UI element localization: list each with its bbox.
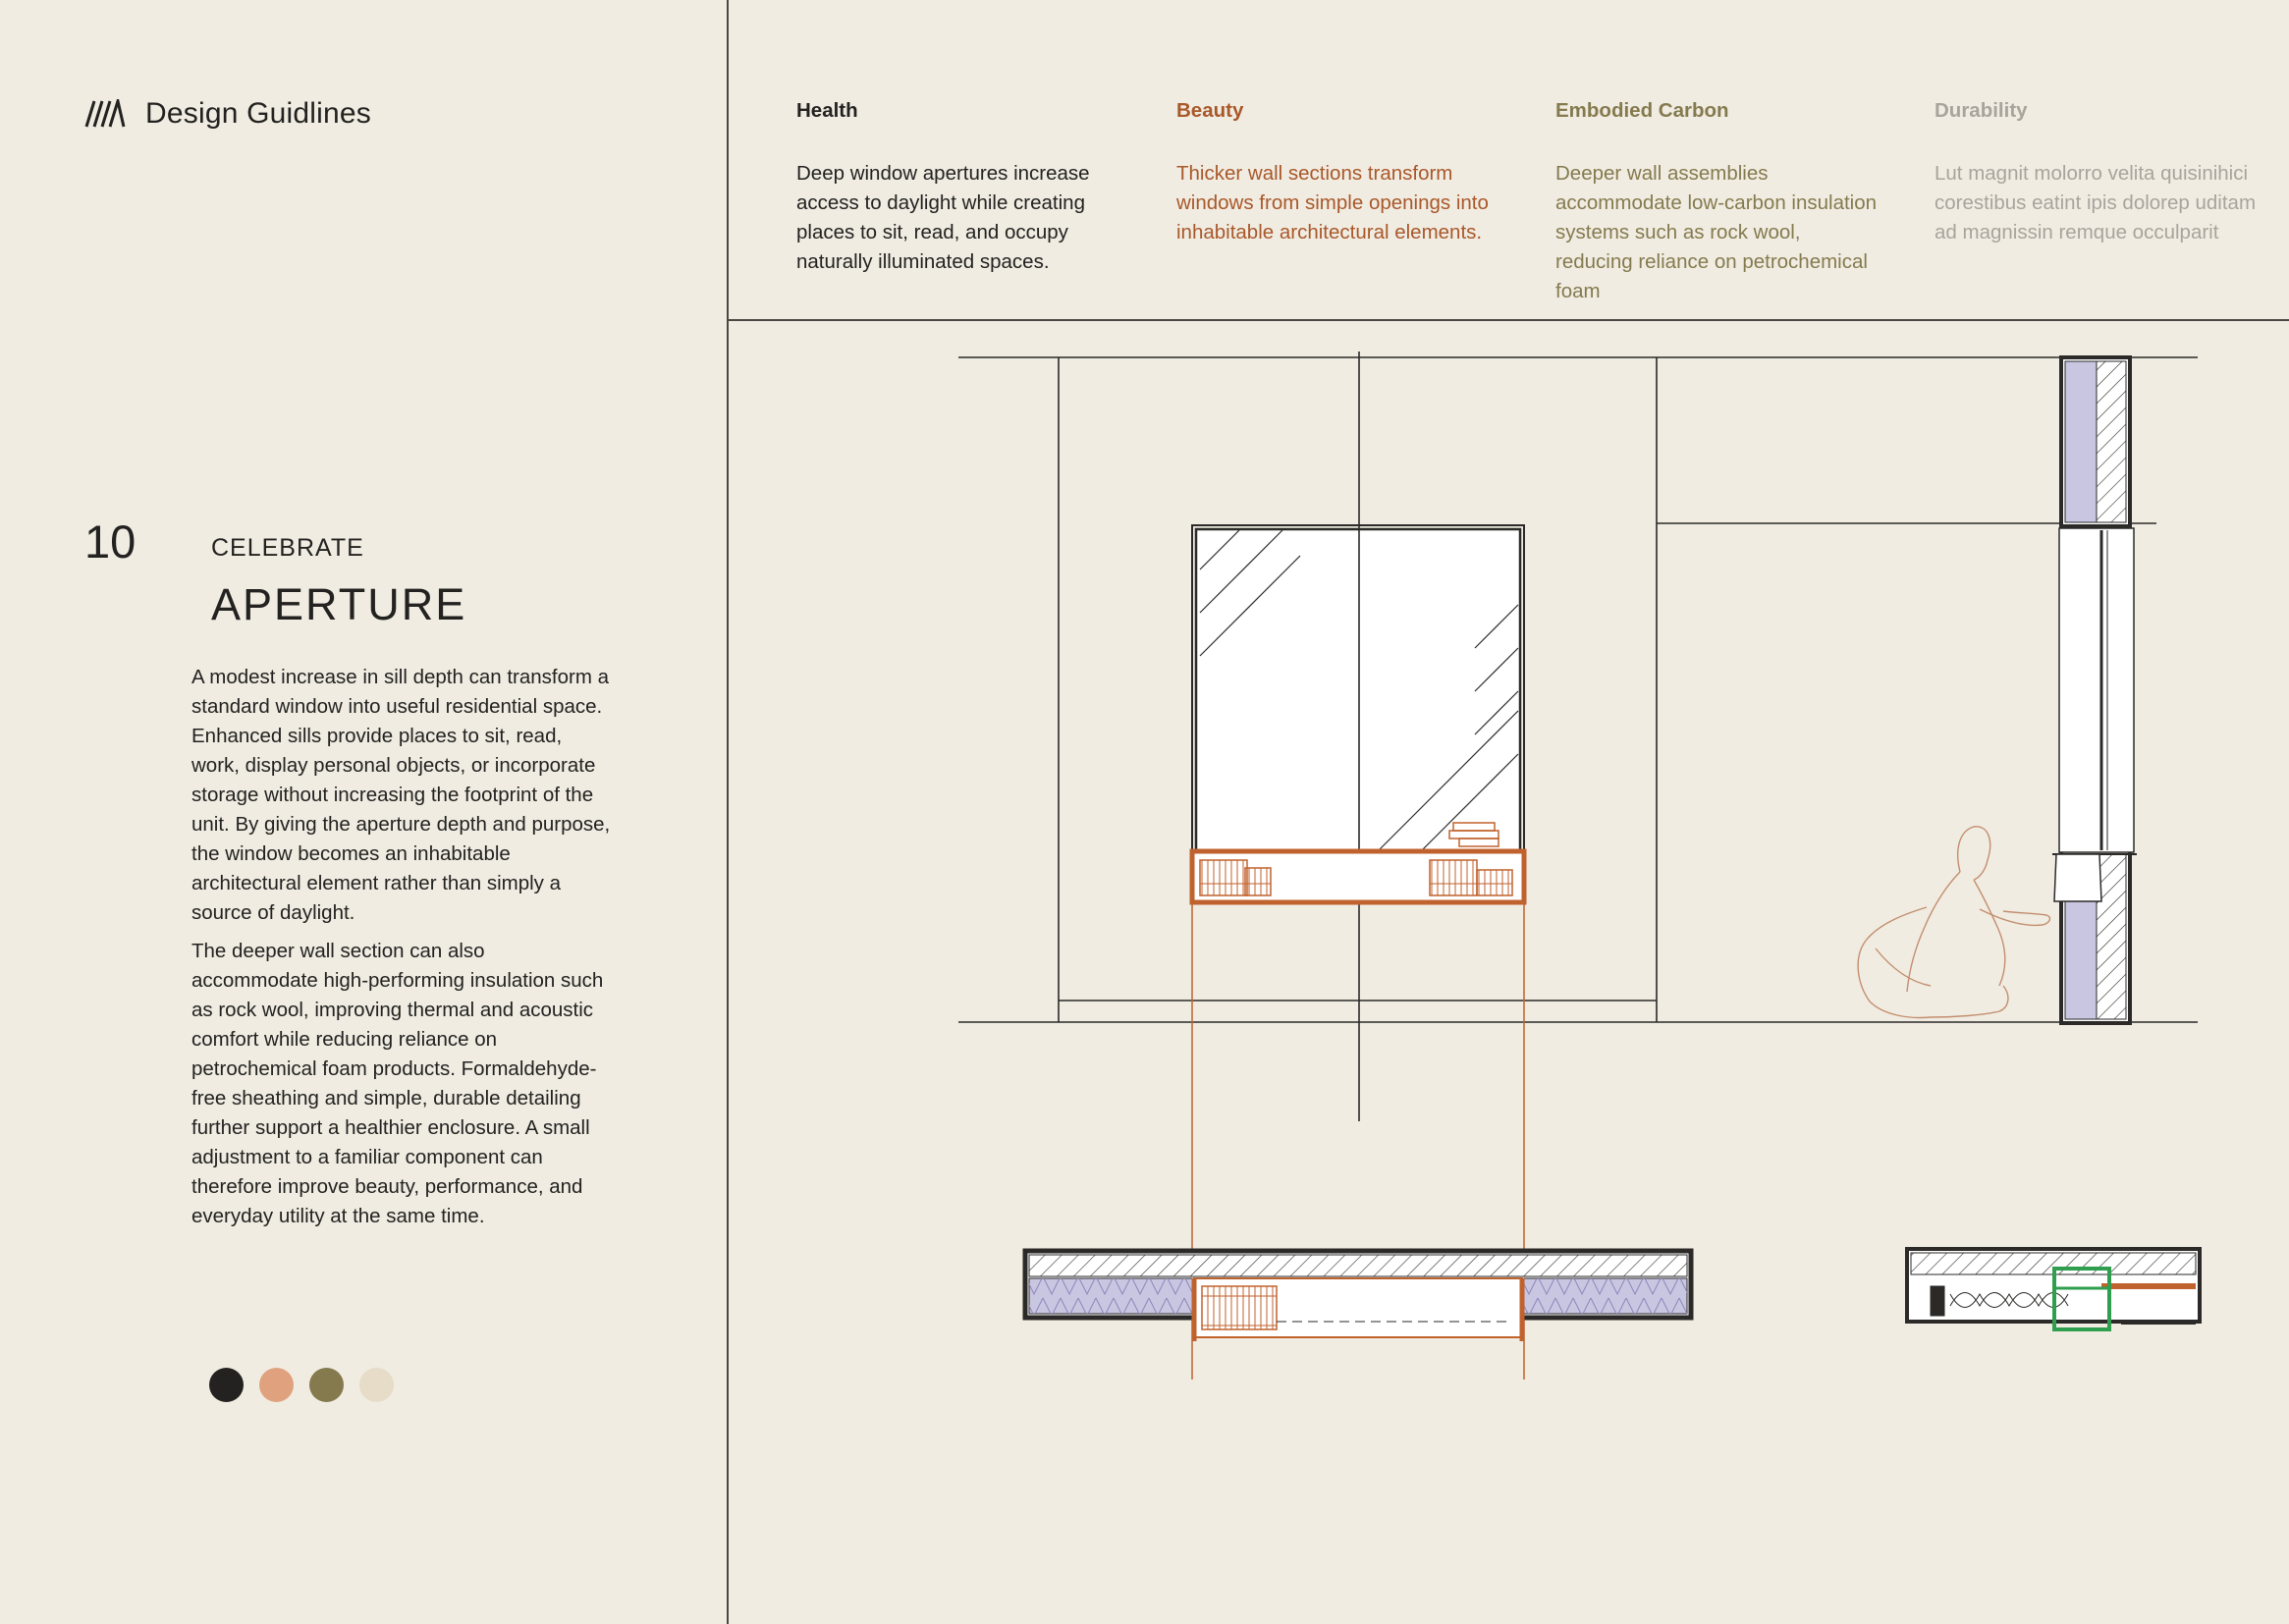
benefit-heading: Health [796,99,858,122]
benefit-heading: Embodied Carbon [1555,99,1729,122]
plan-view [1025,1251,1691,1341]
body-paragraph: The deeper wall section can also accommodate high-performing insulation such as rock wool, improving thermal and acoustic comfort while reducing reliance on petrochemical foam products. Formaldehyde-free sheathing and simple, durable detailing further support a healthier enclosure. A small adjustment to a familiar component can therefore improve beauty, performance, and everyday utility at the same time. [191,940,604,1227]
section-number: 10 [84,515,136,568]
benefit-text: Lut magnit molorro velita quisinihici corestibus eatint ipis dolorep uditam ad magnissin remque occulparit [1935,162,2257,244]
elevation-view [958,352,2198,1121]
body-paragraph: A modest increase in sill depth can transform a standard window into useful residential space. Enhanced sills provide places to sit, read, work, display personal objects, or incorporate storage without increasing the footprint of the unit. By giving the aperture depth and purpose, the window becomes an inhabitable architectural element rather than simply a source of daylight. [191,666,611,924]
seated-person-illustration [1858,827,2049,1018]
benefit-text: Deeper wall assemblies accommodate low-carbon insulation systems such as rock wool, reducing reliance on petrochemical foam [1555,162,1878,302]
section-title: APERTURE [211,579,467,629]
benefit-text: Deep window apertures increase access to daylight while creating places to sit, read, and occupy naturally illuminated spaces. [796,162,1090,273]
wall-section [2052,357,2137,1023]
benefit-text: Thicker wall sections transform windows from simple openings into inhabitable architectural elements. [1176,162,1489,244]
brand-title: Design Guidlines [145,97,371,130]
section-kicker: CELEBRATE [211,534,364,562]
benefit-heading: Beauty [1176,99,1244,122]
corner-detail [1907,1249,2200,1329]
benefit-heading: Durability [1935,99,2028,122]
